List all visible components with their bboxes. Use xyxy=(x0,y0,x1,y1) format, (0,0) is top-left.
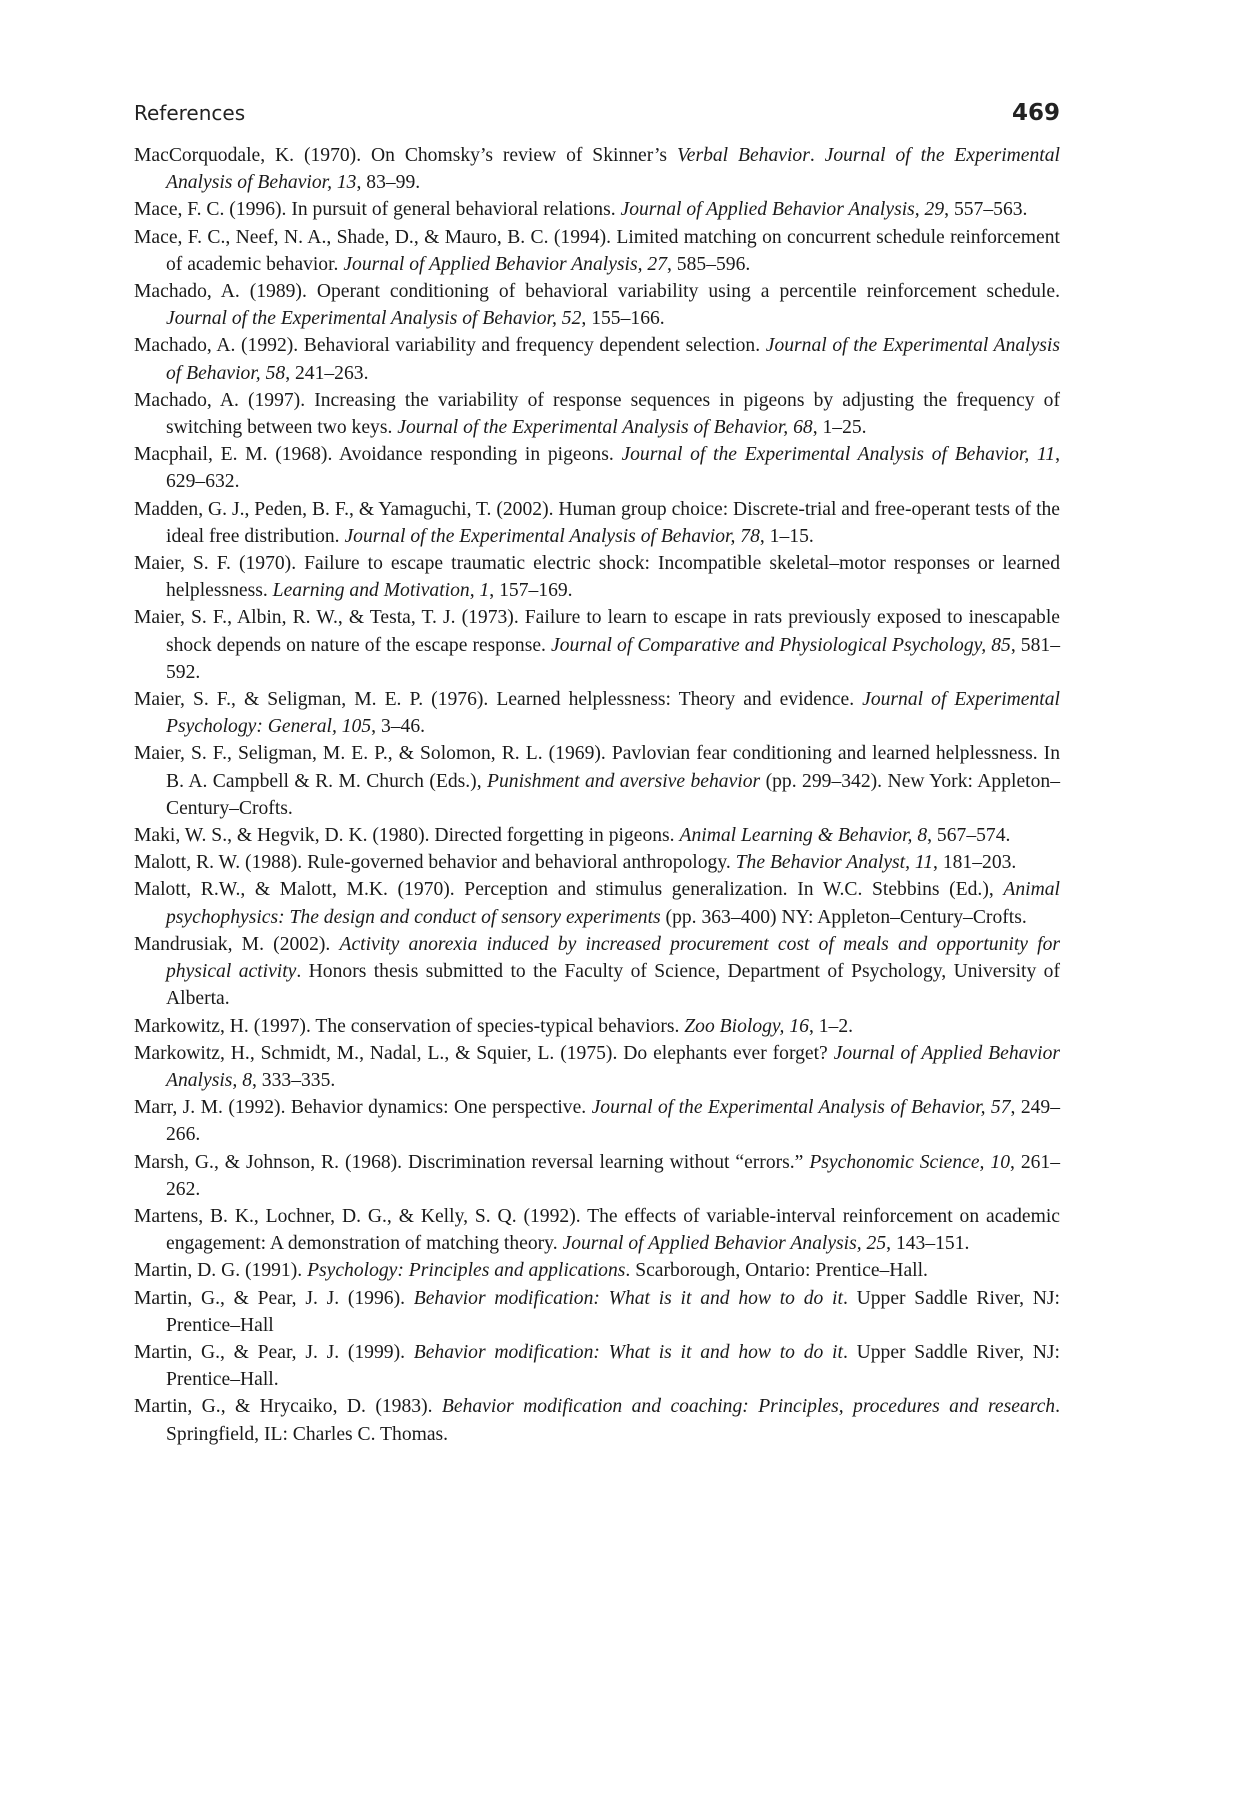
reference-entry xyxy=(134,604,1060,686)
reference-entry xyxy=(134,1094,1060,1148)
reference-pages: , 333–335. xyxy=(252,1069,336,1091)
reference-pages: (pp. 363–400) NY: Appleton–Century–Crofts. xyxy=(660,906,1027,928)
reference-entry xyxy=(134,550,1060,604)
reference-authors: Maier, S. F., Albin, R. W., & Testa, T. J. (1973). Failure to learn to escape in rats previously exposed to inescapable shock depends on nature of the escape response. xyxy=(134,607,1060,656)
reference-entry xyxy=(134,876,1060,930)
reference-source: Journal of the Experimental Analysis of Behavior, 58 xyxy=(166,335,1061,384)
reference-entry xyxy=(134,1040,1060,1094)
reference-title: Punishment and aversive behavior xyxy=(487,770,761,792)
reference-source: Zoo Biology, 16 xyxy=(684,1015,809,1037)
reference-source: Animal Learning & Behavior, 8 xyxy=(679,825,928,847)
reference-pages: , 567–574. xyxy=(927,825,1011,847)
reference-title: Activity anorexia induced by increased procurement cost of meals and opportunity for physical activity xyxy=(166,933,1060,983)
reference-entry xyxy=(134,496,1060,550)
reference-entry xyxy=(134,332,1060,386)
reference-source: Journal of Applied Behavior Analysis, 29 xyxy=(620,199,945,221)
reference-source: Journal of Comparative and Physiological Psychology, 85 xyxy=(551,634,1011,656)
reference-entry xyxy=(134,441,1060,495)
reference-source: Journal of the Experimental Analysis of Behavior, 57 xyxy=(591,1097,1011,1119)
reference-authors: Marsh, G., & Johnson, R. (1968). Discrimination reversal learning without “errors.” xyxy=(134,1151,810,1173)
reference-authors: Maier, S. F., & Seligman, M. E. P. (1976). Learned helplessness: Theory and evidence. xyxy=(134,689,863,711)
reference-authors: Machado, A. (1997). Increasing the variability of response sequences in pigeons by adjusting the frequency of switching between two keys. xyxy=(134,389,1060,439)
reference-entry xyxy=(134,1285,1060,1339)
reference-title: Psychology: Principles and applications xyxy=(307,1260,626,1282)
reference-entry xyxy=(134,1393,1060,1447)
reference-title: Animal psychophysics: The design and conduct of sensory experiments xyxy=(166,879,1060,928)
reference-entry xyxy=(134,1013,1060,1040)
reference-source: Journal of the Experimental Analysis of Behavior, 13 xyxy=(166,145,1060,194)
reference-authors: Martin, G., & Pear, J. J. (1999). xyxy=(134,1341,414,1363)
reference-pages: , 249–266. xyxy=(166,1097,1061,1146)
reference-pages: , 181–203. xyxy=(933,852,1017,874)
reference-source: Journal of the Experimental Analysis of Behavior, 11 xyxy=(621,444,1056,466)
reference-pages: , 241–263. xyxy=(285,362,369,384)
reference-authors: Madden, G. J., Peden, B. F., & Yamaguchi, T. (2002). Human group choice: Discrete-trial and free-operant tests of the ideal free distribution. xyxy=(134,498,1061,547)
reference-pages: . Upper Saddle River, NJ: Prentice–Hall xyxy=(166,1287,1060,1336)
reference-pages: . Upper Saddle River, NJ: Prentice–Hall. xyxy=(166,1341,1060,1391)
reference-entry xyxy=(134,224,1060,278)
reference-pages: , 157–169. xyxy=(489,580,573,602)
reference-title: Behavior modification: What is it and how to do it xyxy=(413,1287,843,1309)
reference-authors: Mace, F. C., Neef, N. A., Shade, D., & Mauro, B. C. (1994). Limited matching on concurrent schedule reinforcement of academic behavior. xyxy=(134,226,1060,275)
reference-separator: . xyxy=(809,145,825,166)
reference-authors: Martin, G., & Hrycaiko, D. (1983). xyxy=(134,1396,442,1418)
reference-authors: Malott, R.W., & Malott, M.K. (1970). Perception and stimulus generalization. In W.C. Stebbins (Ed.), xyxy=(134,879,1004,901)
reference-source: Journal of the Experimental Analysis of Behavior, 52 xyxy=(166,308,582,330)
reference-pages: . Scarborough, Ontario: Prentice–Hall. xyxy=(625,1260,928,1282)
reference-authors: Malott, R. W. (1988). Rule-governed behavior and behavioral anthropology. xyxy=(134,852,736,874)
reference-entry xyxy=(134,196,1060,223)
reference-source: Journal of the Experimental Analysis of Behavior, 78 xyxy=(344,525,760,547)
reference-source: Journal of Experimental Psychology: General, 105 xyxy=(166,689,1060,738)
reference-authors: Marr, J. M. (1992). Behavior dynamics: One perspective. xyxy=(134,1097,592,1119)
reference-entry xyxy=(134,740,1060,822)
reference-pages: , 1–15. xyxy=(759,525,814,547)
reference-authors: Machado, A. (1989). Operant conditioning of behavioral variability using a percentile reinforcement schedule. xyxy=(134,281,1060,303)
reference-entry xyxy=(134,1203,1060,1257)
reference-pages: (pp. 299–342). New York: Appleton–Century–Crofts. xyxy=(166,770,1061,819)
reference-pages: . Honors thesis submitted to the Faculty of Science, Department of Psychology, University of Alberta. xyxy=(166,961,1060,1010)
reference-pages: , 1–2. xyxy=(808,1015,854,1037)
reference-entry xyxy=(134,387,1060,441)
reference-authors: MacCorquodale, K. (1970). On Chomsky’s review of Skinner’s xyxy=(134,145,677,166)
reference-authors: Mandrusiak, M. (2002). xyxy=(134,933,340,955)
reference-pages: , 557–563. xyxy=(944,199,1028,221)
reference-authors: Markowitz, H. (1997). The conservation of species-typical behaviors. xyxy=(134,1015,685,1037)
reference-pages: , 1–25. xyxy=(812,417,867,439)
reference-pages: , 581–592. xyxy=(166,634,1060,683)
reference-pages: , 83–99. xyxy=(356,172,421,194)
reference-source: Journal of the Experimental Analysis of Behavior, 68 xyxy=(397,417,813,439)
reference-authors: Machado, A. (1992). Behavioral variability and frequency dependent selection. xyxy=(134,335,766,357)
reference-title: Behavior modification: What is it and how to do it xyxy=(413,1341,843,1363)
reference-authors: Martin, G., & Pear, J. J. (1996). xyxy=(134,1287,414,1309)
page-number: 469 xyxy=(1011,100,1060,126)
reference-entry xyxy=(134,1257,1060,1284)
reference-entry xyxy=(134,142,1060,196)
reference-pages: , 585–596. xyxy=(667,253,751,275)
reference-pages: , 143–151. xyxy=(886,1233,970,1255)
reference-source: The Behavior Analyst, 11 xyxy=(735,852,934,874)
reference-source: Journal of Applied Behavior Analysis, 8 xyxy=(166,1042,1060,1091)
reference-entry xyxy=(134,849,1060,876)
reference-pages: . Springfield, IL: Charles C. Thomas. xyxy=(166,1396,1060,1445)
reference-source: Journal of Applied Behavior Analysis, 27 xyxy=(343,253,667,275)
reference-pages: , 629–632. xyxy=(166,444,1060,493)
reference-pages: , 3–46. xyxy=(371,716,426,738)
reference-source: Psychonomic Science, 10 xyxy=(809,1151,1010,1173)
running-title: References xyxy=(134,101,246,125)
reference-authors: Martin, D. G. (1991). xyxy=(134,1260,308,1282)
reference-title: Behavior modification and coaching: Principles, procedures and research xyxy=(441,1396,1056,1418)
reference-title: Verbal Behavior xyxy=(676,145,810,166)
reference-entry xyxy=(134,278,1060,332)
reference-source: Learning and Motivation, 1 xyxy=(272,580,490,602)
reference-authors: Markowitz, H., Schmidt, M., Nadal, L., & Squier, L. (1975). Do elephants ever forget? xyxy=(134,1042,834,1064)
reference-entry xyxy=(134,931,1060,1013)
reference-authors: Mace, F. C. (1996). In pursuit of general behavioral relations. xyxy=(134,199,621,221)
reference-authors: Macphail, E. M. (1968). Avoidance responding in pigeons. xyxy=(134,444,622,466)
running-header xyxy=(134,100,1060,140)
reference-pages: , 261–262. xyxy=(166,1151,1061,1200)
reference-authors: Martens, B. K., Lochner, D. G., & Kelly, S. Q. (1992). The effects of variable-interval reinforcement on academic engagement: A demonstration of matching theory. xyxy=(134,1205,1060,1255)
reference-entry xyxy=(134,1339,1060,1393)
reference-entry xyxy=(134,686,1060,740)
reference-entry xyxy=(134,822,1060,849)
reference-source: Journal of Applied Behavior Analysis, 25 xyxy=(562,1233,887,1255)
reference-authors: Maier, S. F. (1970). Failure to escape traumatic electric shock: Incompatible skeletal–motor responses or learned helplessness. xyxy=(134,553,1060,602)
reference-authors: Maki, W. S., & Hegvik, D. K. (1980). Directed forgetting in pigeons. xyxy=(134,825,680,847)
reference-entry xyxy=(134,1149,1060,1203)
book-page xyxy=(134,100,1060,1448)
reference-list xyxy=(134,142,1060,1448)
reference-authors: Maier, S. F., Seligman, M. E. P., & Solomon, R. L. (1969). Pavlovian fear conditioning and learned helplessness. In B. A. Campbell & R. M. Church (Eds.), xyxy=(134,743,1060,792)
reference-pages: , 155–166. xyxy=(581,308,665,330)
